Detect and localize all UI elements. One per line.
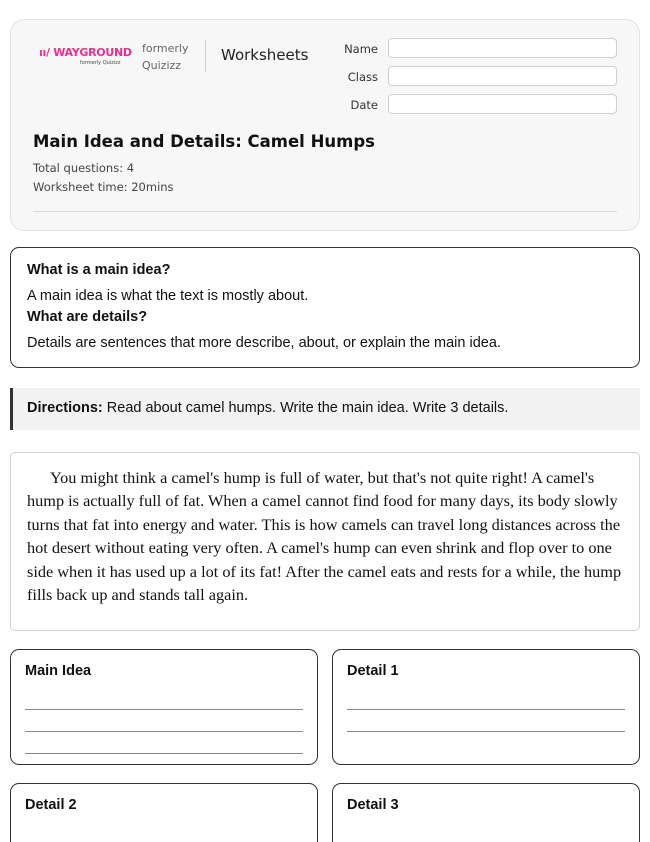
writing-line xyxy=(347,731,625,732)
section-label: Worksheets xyxy=(221,46,309,64)
class-field[interactable] xyxy=(388,66,617,86)
date-field[interactable] xyxy=(388,94,617,114)
name-label: Name xyxy=(344,42,378,56)
detail-2-title: Detail 2 xyxy=(25,797,77,813)
worksheet-time: Worksheet time: 20mins xyxy=(33,180,174,194)
logo-mark-icon: ıı/ xyxy=(39,46,50,59)
details-question: What are details? xyxy=(27,309,148,325)
detail-3-box[interactable] xyxy=(332,783,640,842)
header-rule xyxy=(33,211,617,212)
directions-label: Directions: xyxy=(27,400,103,416)
writing-line xyxy=(25,709,303,710)
total-questions: Total questions: 4 xyxy=(33,161,135,175)
header-divider xyxy=(205,40,206,72)
detail-2-box[interactable] xyxy=(10,783,318,842)
class-label: Class xyxy=(347,70,378,84)
worksheet-header xyxy=(10,19,640,231)
directions-box xyxy=(10,388,640,430)
writing-line xyxy=(25,731,303,732)
date-label: Date xyxy=(350,98,378,112)
reading-passage xyxy=(10,452,640,631)
detail-1-box[interactable] xyxy=(332,649,640,765)
writing-line xyxy=(25,753,303,754)
wayground-logo xyxy=(39,46,132,72)
details-definition: Details are sentences that more describe, about, or explain the main idea. xyxy=(27,335,501,351)
logo-subtitle: formerly Quizizz xyxy=(80,60,121,66)
main-idea-question: What is a main idea? xyxy=(27,262,171,278)
definitions-box xyxy=(10,247,640,368)
logo-wordmark: WAYGROUND xyxy=(53,46,132,59)
worksheet-title: Main Idea and Details: Camel Humps xyxy=(33,132,375,151)
detail-3-title: Detail 3 xyxy=(347,797,399,813)
formerly-note: formerly Quizizz xyxy=(142,42,189,72)
writing-line xyxy=(347,709,625,710)
directions-text: Read about camel humps. Write the main idea. Write 3 details. xyxy=(102,400,509,416)
main-idea-box[interactable] xyxy=(10,649,318,765)
main-idea-definition: A main idea is what the text is mostly about. xyxy=(27,288,309,304)
passage-text: You might think a camel's hump is full of water, but that's not quite right! A camel's hump is actually full of fat. When a camel cannot find food for many days, its body slowly turns that fat into energy and water. This is how camels can travel long distances across the hot desert without eating very often. A camel's hump can even shrink and flop over to one side when it has used up a lot of its fat! After the camel eats and rests for a while, the hump fills back up and stands tall again. xyxy=(27,468,622,605)
main-idea-title: Main Idea xyxy=(25,663,92,679)
detail-1-title: Detail 1 xyxy=(347,663,399,679)
name-field[interactable] xyxy=(388,38,617,58)
